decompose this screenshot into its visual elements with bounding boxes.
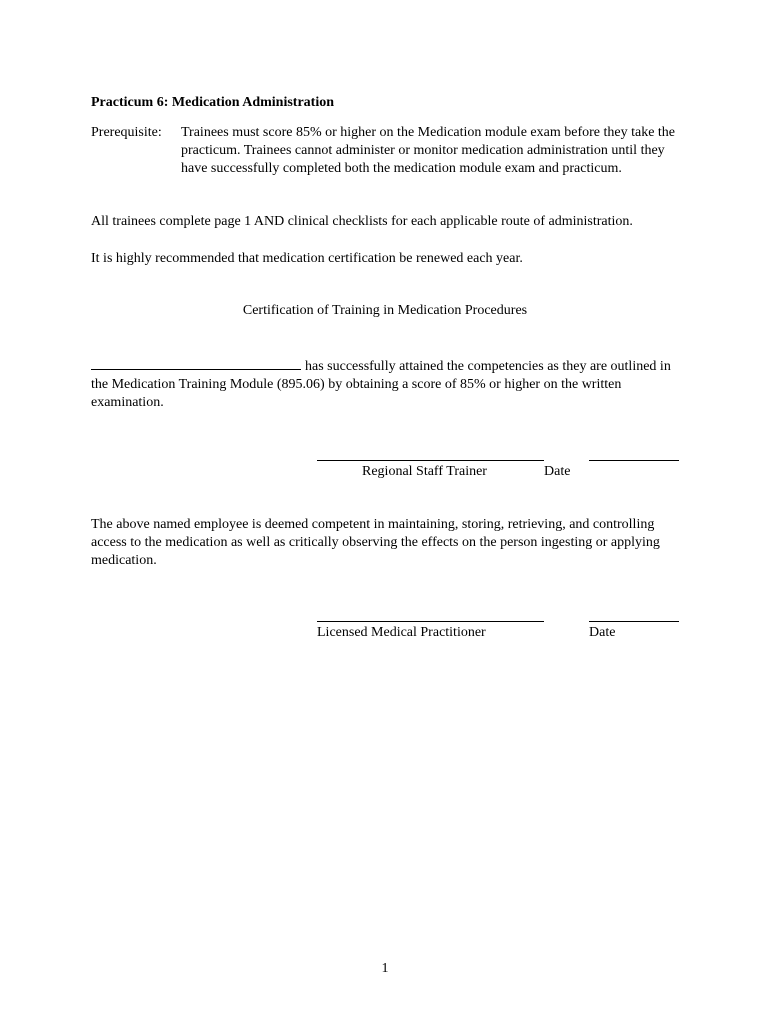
prerequisite-text: Trainees must score 85% or higher on the Medication module exam before they take the practicum. Trainees cannot administer or monitor medication administration until they have successfully completed both the medication module exam and practicum. — [181, 125, 676, 176]
trainer-date-line[interactable] — [589, 460, 679, 461]
certification-statement — [91, 357, 681, 412]
certification-statement-text: has successfully attained the competencies as they are outlined in the Medication Training Module (895.06) by obtaining a score of 85% or higher on the written examination. — [91, 359, 671, 410]
prerequisite-label: Prerequisite: — [91, 125, 162, 140]
page-number: 1 — [381, 961, 389, 976]
employee-name-blank[interactable] — [91, 357, 301, 370]
trainer-signature-label: Regional Staff Trainer — [362, 464, 487, 479]
practitioner-signature-label: Licensed Medical Practitioner — [317, 625, 486, 640]
trainer-date-label: Date — [544, 464, 571, 479]
certification-heading: Certification of Training in Medication Procedures — [242, 303, 528, 318]
renewal-paragraph: It is highly recommended that medication certification be renewed each year. — [91, 251, 523, 266]
checklists-paragraph: All trainees complete page 1 AND clinical checklists for each applicable route of administration. — [91, 214, 633, 229]
practitioner-signature-line[interactable] — [317, 621, 544, 622]
practitioner-date-line[interactable] — [589, 621, 679, 622]
practitioner-date-label: Date — [589, 625, 616, 640]
trainer-signature-line[interactable] — [317, 460, 544, 461]
document-title: Practicum 6: Medication Administration — [91, 95, 335, 110]
competence-statement: The above named employee is deemed competent in maintaining, storing, retrieving, and controlling access to the medication as well as critically observing the effects on the person ingesting or applying medication. — [91, 517, 660, 568]
